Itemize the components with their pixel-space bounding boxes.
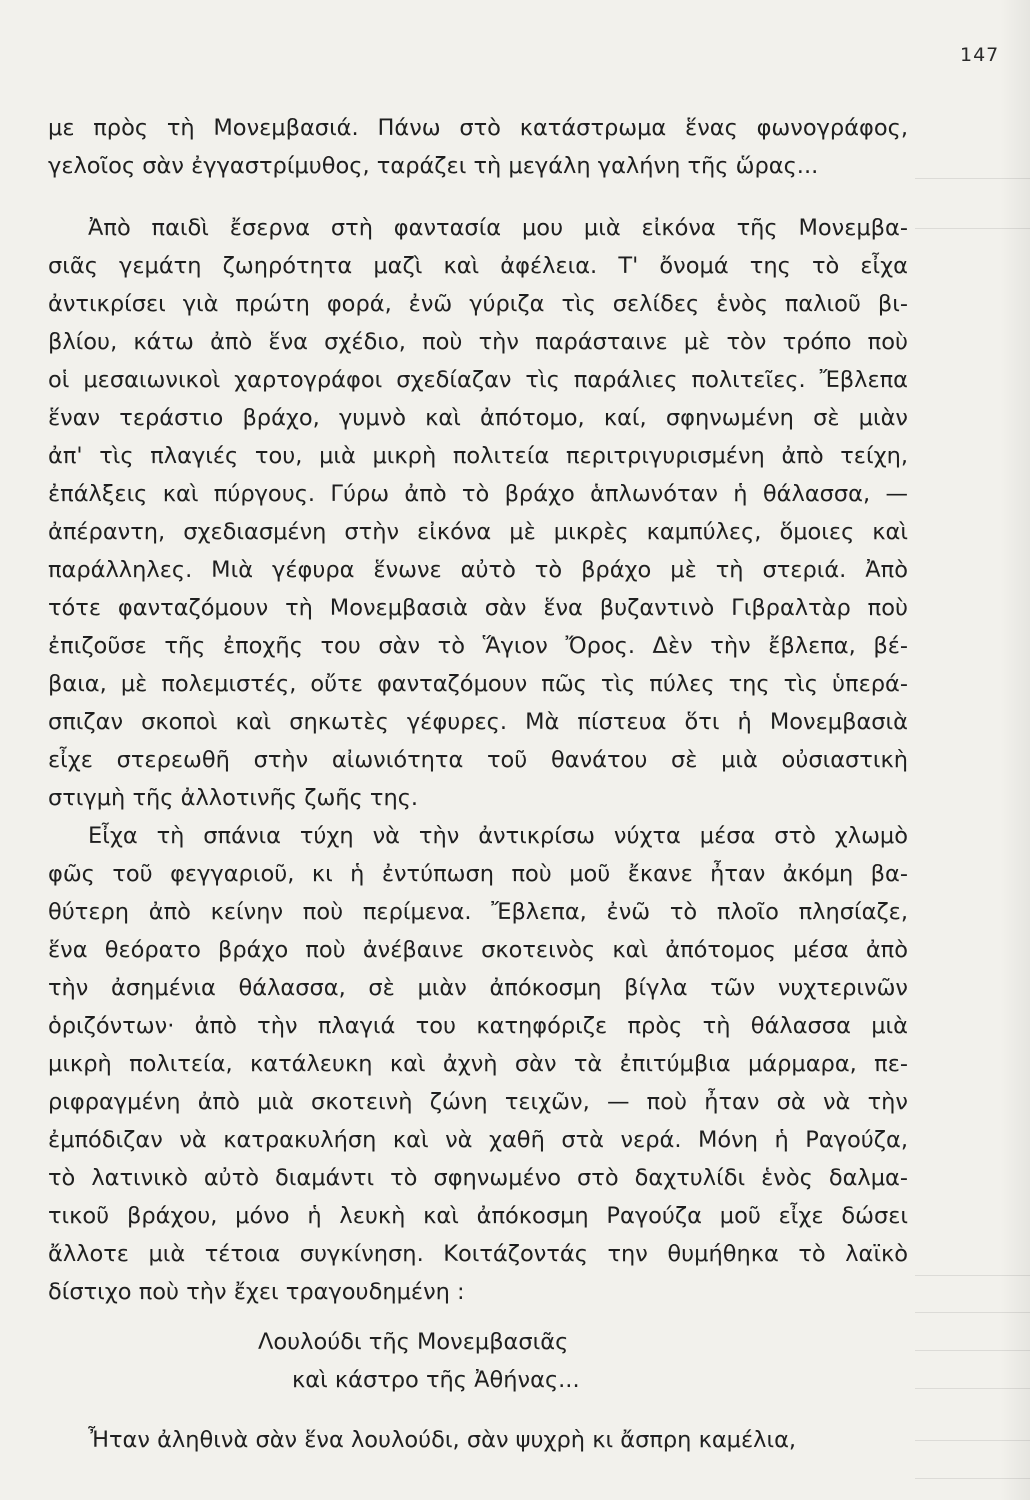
page-edge-shadow [1000, 0, 1030, 1500]
text-line: οἱ μεσαιωνικοὶ χαρτογράφοι σχεδίαζαν τὶς παράλιες πολιτεῖες. Ἔβλεπα [48, 367, 908, 393]
text-line: ἄλλοτε μιὰ τέτοια συγκίνηση. Κοιτάζοντάς την θυμήθηκα τὸ λαϊκὸ [48, 1241, 908, 1267]
page-number: 147 [960, 44, 1000, 66]
text-line: μικρὴ πολιτεία, κατάλευκη καὶ ἀχνὴ σὰν τὰ ἐπιτύμβια μάρμαρα, πε- [48, 1051, 908, 1077]
verse-line-2: καὶ κάστρο τῆς Ἀθήνας... [292, 1367, 580, 1393]
text-line: τικοῦ βράχου, μόνο ἡ λευκὴ καὶ ἀπόκοσμη Ραγούζα μοῦ εἶχε δώσει [48, 1203, 908, 1229]
text-line: ἀντικρίσει γιὰ πρώτη φορά, ἐνῶ γύριζα τὶς σελίδες ἑνὸς παλιοῦ βι- [48, 291, 908, 317]
text-line: γελοῖος σὰν ἐγγαστρίμυθος, ταράζει τὴ μεγάλη γαλήνη τῆς ὥρας... [48, 153, 819, 179]
text-line: βλίου, κάτω ἀπὸ ἕνα σχέδιο, ποὺ τὴν παράσταινε μὲ τὸν τρόπο ποὺ [48, 329, 908, 355]
text-line: ὁριζόντων· ἀπὸ τὴν πλαγιά του κατηφόριζε πρὸς τὴ θάλασσα μιὰ [48, 1013, 908, 1039]
text-line: ἐπάλξεις καὶ πύργους. Γύρω ἀπὸ τὸ βράχο ἁπλωνόταν ἡ θάλασσα, — [48, 481, 908, 507]
text-line: δίστιχο ποὺ τὴν ἔχει τραγουδημένη : [48, 1279, 465, 1305]
text-line: με πρὸς τὴ Μονεμβασιά. Πάνω στὸ κατάστρωμα ἕνας φωνογράφος, [48, 115, 908, 141]
text-line: ἐπιζοῦσε τῆς ἐποχῆς του σὰν τὸ Ἅγιον Ὄρος. Δὲν τὴν ἔβλεπα, βέ- [48, 633, 908, 659]
text-line: ἕναν τεράστιο βράχο, γυμνὸ καὶ ἀπότομο, καί, σφηνωμένη σὲ μιὰν [48, 405, 908, 431]
text-line: σπιζαν σκοποὶ καὶ σηκωτὲς γέφυρες. Μὰ πίστευα ὅτι ἡ Μονεμβασιὰ [48, 709, 908, 735]
text-line: εἶχε στερεωθῆ στὴν αἰωνιότητα τοῦ θανάτου σὲ μιὰ οὐσιαστικὴ [48, 747, 908, 773]
verse-line-1: Λουλούδι τῆς Μονεμβασιᾶς [258, 1329, 569, 1355]
text-line: τὴν ἀσημένια θάλασσα, σὲ μιὰν ἀπόκοσμη βίγλα τῶν νυχτερινῶν [48, 975, 908, 1001]
text-line: τότε φανταζόμουν τὴ Μονεμβασιὰ σὰν ἕνα βυζαντινὸ Γιβραλτὰρ ποὺ [48, 595, 908, 621]
text-line: σιᾶς γεμάτη ζωηρότητα μαζὶ καὶ ἀφέλεια. Τ' ὄνομά της τὸ εἶχα [48, 253, 908, 279]
text-line: παράλληλες. Μιὰ γέφυρα ἕνωνε αὐτὸ τὸ βράχο μὲ τὴ στεριά. Ἀπὸ [48, 557, 908, 583]
text-line: στιγμὴ τῆς ἀλλοτινῆς ζωῆς της. [48, 785, 419, 811]
final-text-line: Ἦταν ἀληθινὰ σὰν ἕνα λουλούδι, σὰν ψυχρὴ κι ἄσπρη καμέλια, [88, 1427, 797, 1453]
text-line: ριφραγμένη ἀπὸ μιὰ σκοτεινὴ ζώνη τειχῶν, — ποὺ ἦταν σὰ νὰ τὴν [48, 1089, 908, 1115]
text-line: ἕνα θεόρατο βράχο ποὺ ἀνέβαινε σκοτεινὸς καὶ ἀπότομος μέσα ἀπὸ [48, 937, 908, 963]
text-line: ἀπ' τὶς πλαγιές του, μιὰ μικρὴ πολιτεία περιτριγυρισμένη ἀπὸ τείχη, [48, 443, 908, 469]
text-line: βαια, μὲ πολεμιστές, οὔτε φανταζόμουν πῶς τὶς πύλες της τὶς ὑπερά- [48, 671, 908, 697]
paragraph-first-line: Εἶχα τὴ σπάνια τύχη νὰ τὴν ἀντικρίσω νύχτα μέσα στὸ χλωμὸ [88, 823, 908, 849]
paragraph-first-line: Ἀπὸ παιδὶ ἔσερνα στὴ φαντασία μου μιὰ εἰκόνα τῆς Μονεμβα- [88, 215, 908, 241]
text-line: φῶς τοῦ φεγγαριοῦ, κι ἡ ἐντύπωση ποὺ μοῦ ἔκανε ἦταν ἀκόμη βα- [48, 861, 908, 887]
text-line: θύτερη ἀπὸ κείνην ποὺ περίμενα. Ἔβλεπα, ἐνῶ τὸ πλοῖο πλησίαζε, [48, 899, 908, 925]
text-line: τὸ λατινικὸ αὐτὸ διαμάντι τὸ σφηνωμένο στὸ δαχτυλίδι ἑνὸς δαλμα- [48, 1165, 908, 1191]
text-line: ἀπέραντη, σχεδιασμένη στὴν εἰκόνα μὲ μικρὲς καμπύλες, ὅμοιες καὶ [48, 519, 908, 545]
text-line: ἐμπόδιζαν νὰ κατρακυλήση καὶ νὰ χαθῆ στὰ νερά. Μόνη ἡ Ραγούζα, [48, 1127, 908, 1153]
